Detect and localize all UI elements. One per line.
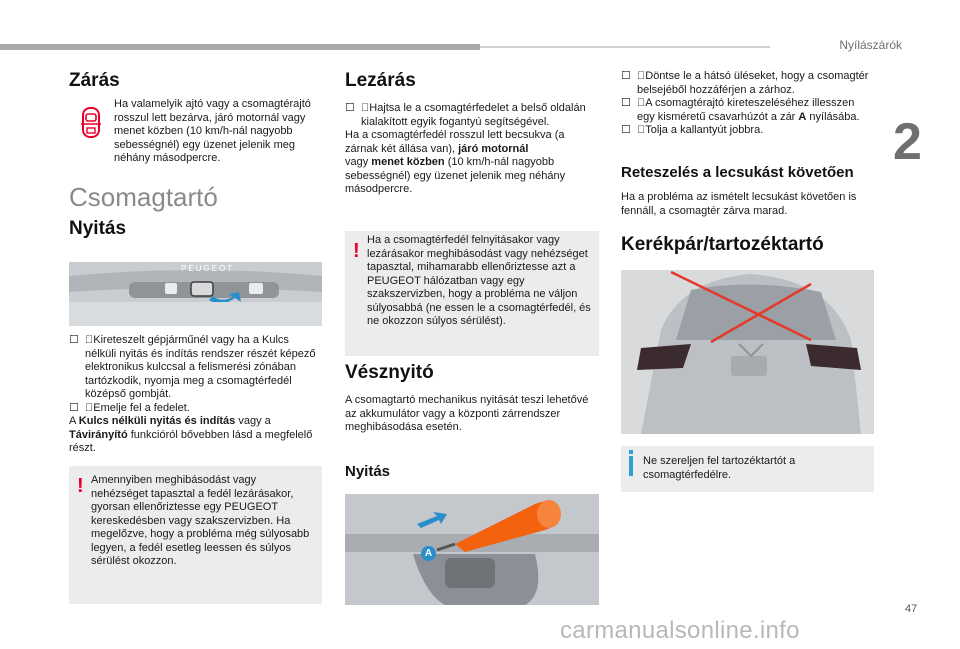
relock-heading: Reteszelés a lecsukást követően xyxy=(621,164,854,181)
page-number: 47 xyxy=(905,603,918,615)
open-warning-text: Amennyiben meghibásodást vagy nehézséget tapasztal a fedél lezárásakor, gyorsan ellenőriztesse egy PEUGEOT kereskedésben vagy szakszervizben. Ha megelőzve, hogy a probléma még súlyosabb legyen, a fedél esetleg leessen és súlyos sérülést okozzon. xyxy=(91,474,310,567)
section-label: Nyílászárók xyxy=(839,38,902,52)
warning-icon: ! xyxy=(77,475,84,497)
emergency-steps xyxy=(621,70,874,138)
carrier-heading: Kerékpár/tartozéktartó xyxy=(621,234,824,255)
close-step-1: ☐ Hajtsa le a csomagtérfedelet a belső oldalán kialakított egyik fogantyú segítségével. xyxy=(345,102,586,128)
emergency-open-heading: Nyitás xyxy=(345,463,391,480)
open-step-1: ☐ Kireteszelt gépjárműnél vagy ha a Kulcs nélküli nyitás és indítás rendszer részét képező elektronikus kulccsal a felismerési zónában tartózkodik, nyomja meg a csomagtérfedél középső gombját. xyxy=(69,334,316,400)
emergency-text: A csomagtartó mechanikus nyitását teszi lehetővé az akkumulátor vagy a központi zárrendszer meghibásodása esetén. xyxy=(345,394,589,433)
header-bar xyxy=(0,44,480,50)
emergency-release-image xyxy=(345,494,599,605)
open-warning-box xyxy=(69,466,322,604)
door-lock-icon xyxy=(80,106,102,145)
open-instructions xyxy=(69,334,322,456)
emergency-step-3: ☐ Tolja a kallantyút jobbra. xyxy=(621,124,764,136)
open-heading: Nyitás xyxy=(69,218,127,239)
warning-icon: ! xyxy=(353,240,360,262)
peugeot-label: PEUGEOT xyxy=(181,264,235,273)
carrier-info-box xyxy=(621,446,874,492)
emergency-step-1: ☐ Döntse le a hátsó üléseket, hogy a csomagtér belsejéből hozzáférjen a zárhoz. xyxy=(621,70,869,96)
info-icon xyxy=(629,456,633,476)
close-warning-text: Ha a csomagtérfedél felnyitásakor vagy lezárásakor meghibásodást vagy nehézséget tapasztal, mihamarabb ellenőriztesse azt a PEUGEOT hálózatban vagy egy szakszervizben, hogy a probléma ne váljon súlyosabbá (ne essen le a csomagtérfedél, és ne okozzon súlyos sérülést). xyxy=(367,234,591,327)
lock-warning-text: Ha valamelyik ajtó vagy a csomagtérajtó rosszul lett bezárva, járó motornál vagy menet közben (10 km/h-nál nagyobb sebességnél) egy üzenet jelenik meg néhány másodpercre. xyxy=(114,98,311,164)
trunk-button-image xyxy=(69,262,322,326)
emergency-step-2: ☐ A csomagtérajtó kireteszeléséhez illesszen egy kisméretű csavarhúzót a zár A nyílásába. xyxy=(621,97,860,123)
close-note: Ha a csomagtérfedél rosszul lett becsukva (a zárnak két állása van), járó motornál vagy menet közben (10 km/h-nál nagyobb sebességnél) egy üzenet jelenik meg néhány másodpercre. xyxy=(345,129,566,195)
close-warning-box xyxy=(345,231,599,356)
close-instructions xyxy=(345,102,599,197)
lock-heading: Zárás xyxy=(69,70,120,91)
header-divider xyxy=(480,46,770,48)
carrier-info-text: Ne szereljen fel tartozéktartót a csomagtérfedélre. xyxy=(643,455,796,481)
lock-a-marker: A xyxy=(421,546,436,561)
chapter-number: 2 xyxy=(893,113,922,171)
close-heading: Lezárás xyxy=(345,70,416,91)
trunk-heading: Csomagtartó xyxy=(69,182,218,212)
emergency-heading: Vésznyitó xyxy=(345,362,434,383)
open-step-2: ☐ Emelje fel a fedelet. xyxy=(69,401,190,414)
open-note: A Kulcs nélküli nyitás és indítás vagy a Távirányító funkcióról bővebben lásd a megfelelő részt. xyxy=(69,415,313,454)
bike-carrier-image xyxy=(621,270,874,434)
relock-text: Ha a probléma az ismételt lecsukást követően is fennáll, a csomagtér zárva marad. xyxy=(621,191,857,217)
watermark: carmanualsonline.info xyxy=(560,617,800,644)
